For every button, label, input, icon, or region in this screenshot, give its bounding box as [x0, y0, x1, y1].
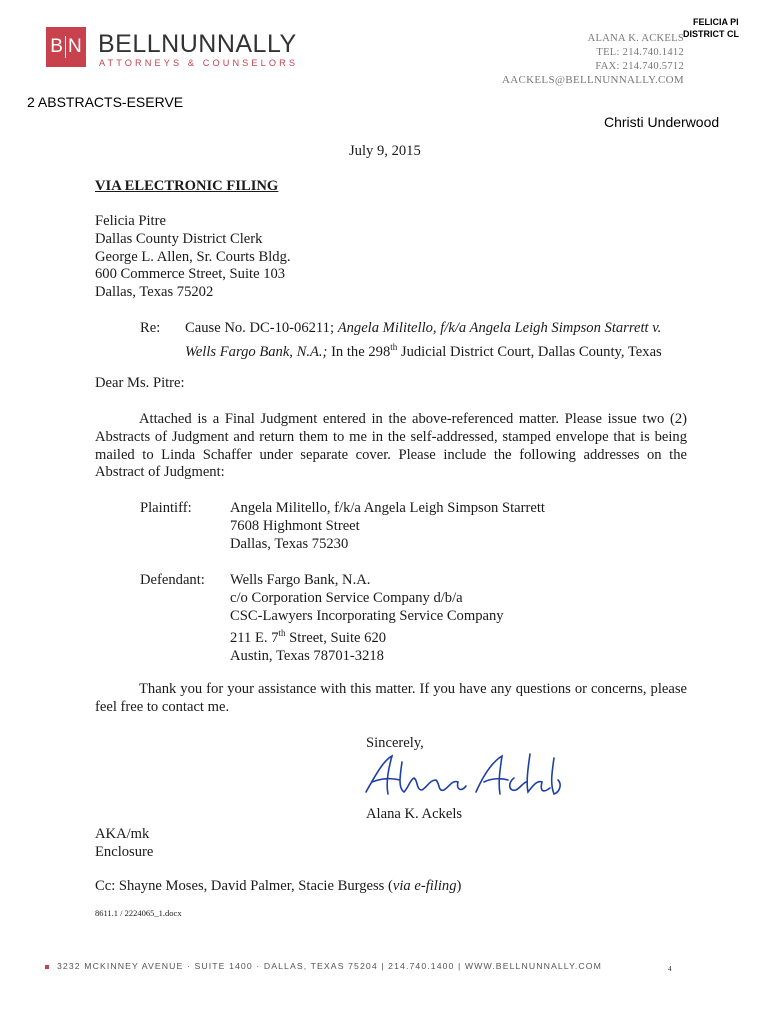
handwritten-signature	[358, 748, 568, 806]
defendant-street	[230, 625, 504, 648]
salutation: Dear Ms. Pitre:	[95, 375, 185, 391]
page-mark: 4	[668, 965, 672, 973]
recipient-line: Dallas, Texas 75202	[95, 284, 214, 301]
logo-letter-n: N	[67, 36, 82, 57]
logo-divider	[65, 36, 66, 58]
defendant-line: Wells Fargo Bank, N.A.	[230, 572, 371, 588]
defendant-line: CSC-Lawyers Incorporating Service Company	[230, 607, 504, 624]
firm-logo-mark	[46, 27, 86, 67]
defendant-line: c/o Corporation Service Company d/b/a	[230, 589, 463, 606]
defendant-street-sup: th	[278, 628, 286, 639]
defendant-street-b: Street, Suite 620	[285, 630, 387, 647]
body-paragraph-2	[95, 681, 687, 717]
signer-name: Alana K. Ackels	[366, 806, 463, 822]
re-court-sup: th	[390, 342, 398, 352]
attorney-tel: TEL: 214.740.1412	[596, 47, 684, 58]
re-court-a: In the 298	[327, 343, 391, 360]
letter-date: July 9, 2015	[349, 143, 421, 159]
defendant-label: Defendant:	[140, 572, 205, 588]
firm-tagline: ATTORNEYS & COUNSELORS	[99, 58, 299, 68]
cc-line	[95, 878, 461, 896]
recipient-line: 600 Commerce Street, Suite 103	[95, 266, 286, 283]
firm-name: BELLNUNNALLY	[98, 30, 297, 58]
footer-address	[45, 961, 602, 971]
recipient-line: Felicia Pitre	[95, 213, 166, 229]
re-case-style: Angela Militello, f/k/a Angela Leigh Simpson Starrett v.	[337, 320, 662, 336]
typist-initials: AKA/mk	[95, 826, 150, 842]
re-line-1	[185, 320, 661, 338]
recipient-line: Dallas County District Clerk	[95, 230, 263, 247]
clerk-name-note: Christi Underwood	[604, 114, 720, 130]
defendant-line: Austin, Texas 78701-3218	[230, 648, 384, 665]
enclosure-note: Enclosure	[95, 844, 154, 860]
clerk-stamp-line2: DISTRICT CL	[683, 29, 739, 39]
attorney-fax: FAX: 214.740.5712	[595, 61, 684, 72]
re-label: Re:	[140, 320, 161, 336]
plaintiff-label: Plaintiff:	[140, 500, 192, 516]
recipient-line: George L. Allen, Sr. Courts Bldg.	[95, 248, 291, 265]
signature-stroke	[476, 754, 560, 794]
cc-names: Cc: Shayne Moses, David Palmer, Stacie Burgess (	[95, 878, 393, 894]
body-paragraph-1	[95, 411, 687, 482]
closing: Sincerely,	[366, 735, 424, 751]
re-defendant: Wells Fargo Bank, N.A.;	[185, 343, 328, 360]
signature-stroke	[366, 756, 466, 794]
delivery-method: VIA ELECTRONIC FILING	[95, 178, 279, 194]
recipient-address	[95, 213, 291, 302]
plaintiff-line: Dallas, Texas 75230	[230, 535, 349, 552]
plaintiff-address	[230, 500, 545, 553]
clerk-stamp-line1: FELICIA PI	[693, 17, 739, 27]
abstracts-note: 2 ABSTRACTS-ESERVE	[27, 94, 184, 110]
defendant-address	[230, 572, 504, 666]
plaintiff-line: Angela Militello, f/k/a Angela Leigh Simpson Starrett	[230, 500, 545, 516]
cc-close: )	[456, 878, 462, 894]
paragraph-1-text: Attached is a Final Judgment entered in the above-referenced matter. Please issue two (2) Abstracts of Judgment and return them to me in the self-addressed, stamped envelope that is being mailed to Linda Schaffer under separate cover. Please include the following addresses on the Abstract of Judgment:	[95, 411, 687, 481]
footer-bullet-icon	[45, 965, 49, 969]
plaintiff-line: 7608 Highmont Street	[230, 517, 360, 534]
defendant-street-a: 211 E. 7	[230, 630, 279, 647]
footer-address-text: 3232 MCKINNEY AVENUE · SUITE 1400 · DALLAS, TEXAS 75204 | 214.740.1400 | WWW.BELLNUNNALLY.COM	[57, 961, 602, 971]
document-reference: 8611.1 / 2224065_1.docx	[95, 908, 182, 918]
logo-letter-b: B	[50, 36, 63, 57]
re-line-2	[185, 339, 662, 362]
paragraph-2-text: Thank you for your assistance with this matter. If you have any questions or concerns, please feel free to contact me.	[95, 681, 687, 715]
re-cause-number: Cause No. DC-10-06211;	[185, 320, 338, 336]
attorney-email: AACKELS@BELLNUNNALLY.COM	[502, 74, 684, 86]
re-court-b: Judicial District Court, Dallas County, Texas	[397, 343, 662, 360]
cc-method: via e-filing	[392, 878, 457, 894]
attorney-name: ALANA K. ACKELS	[587, 33, 684, 44]
